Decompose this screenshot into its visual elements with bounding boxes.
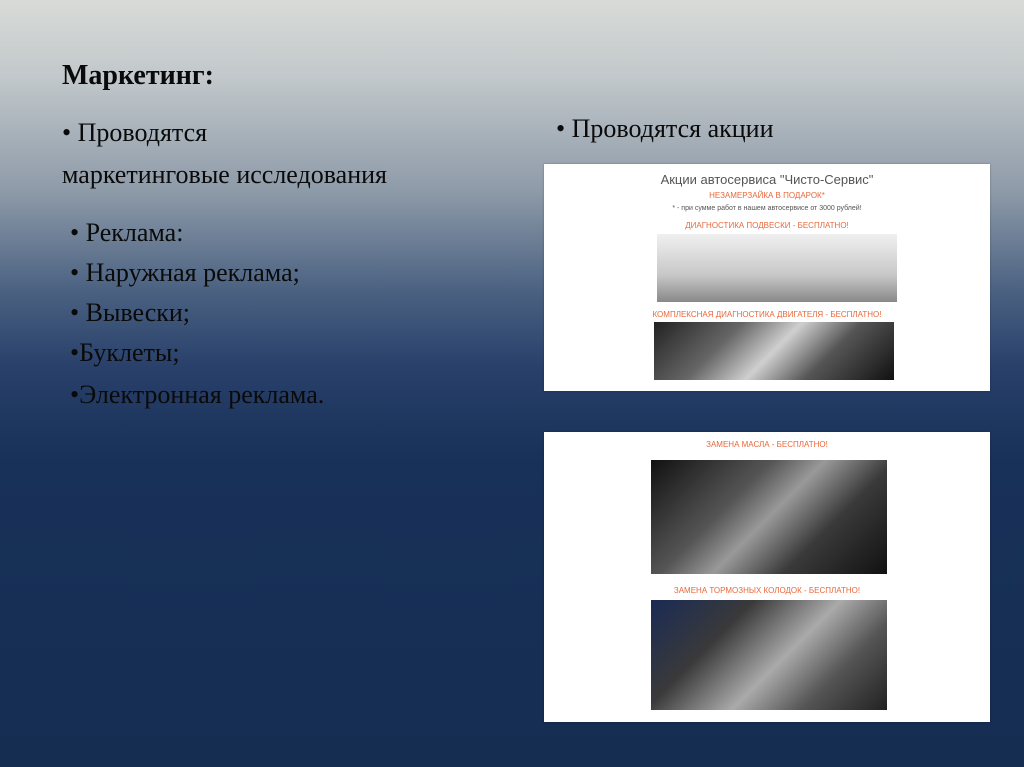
suspension-image	[657, 234, 897, 302]
oil-change-image	[651, 460, 887, 574]
bullet-booklets: •Буклеты;	[70, 338, 180, 367]
bullet-advertising: • Реклама:	[70, 218, 184, 247]
bullet-electronic: •Электронная реклама.	[70, 380, 325, 409]
engine-diagnostics-image	[654, 322, 894, 380]
slide-title: Маркетинг:	[62, 60, 214, 91]
promo-offer: ЗАМЕНА МАСЛА - БЕСПЛАТНО!	[706, 440, 828, 449]
promo-note: * - при сумме работ в нашем автосервисе от 3000 рублей!	[672, 205, 862, 212]
bullet-research-1: • Проводятся	[62, 118, 208, 147]
brake-pads-image	[651, 600, 887, 710]
bullet-research-2: маркетинговые исследования	[62, 160, 387, 189]
promo-offer: КОМПЛЕКСНАЯ ДИАГНОСТИКА ДВИГАТЕЛЯ - БЕСПЛАТНО!	[652, 310, 882, 319]
bullet-outdoor: • Наружная реклама;	[70, 258, 300, 287]
promo-panel-2	[544, 432, 990, 722]
promo-title: Акции автосервиса "Чисто-Сервис"	[660, 172, 874, 187]
promo-offer: ЗАМЕНА ТОРМОЗНЫХ КОЛОДОК - БЕСПЛАТНО!	[673, 586, 861, 595]
promo-offer: НЕЗАМЕРЗАЙКА В ПОДАРОК*	[709, 191, 825, 200]
promotions-heading: • Проводятся акции	[556, 114, 774, 143]
promo-panel-1	[544, 164, 990, 391]
bullet-signs: • Вывески;	[70, 298, 191, 327]
promo-offer: ДИАГНОСТИКА ПОДВЕСКИ - БЕСПЛАТНО!	[685, 221, 849, 230]
